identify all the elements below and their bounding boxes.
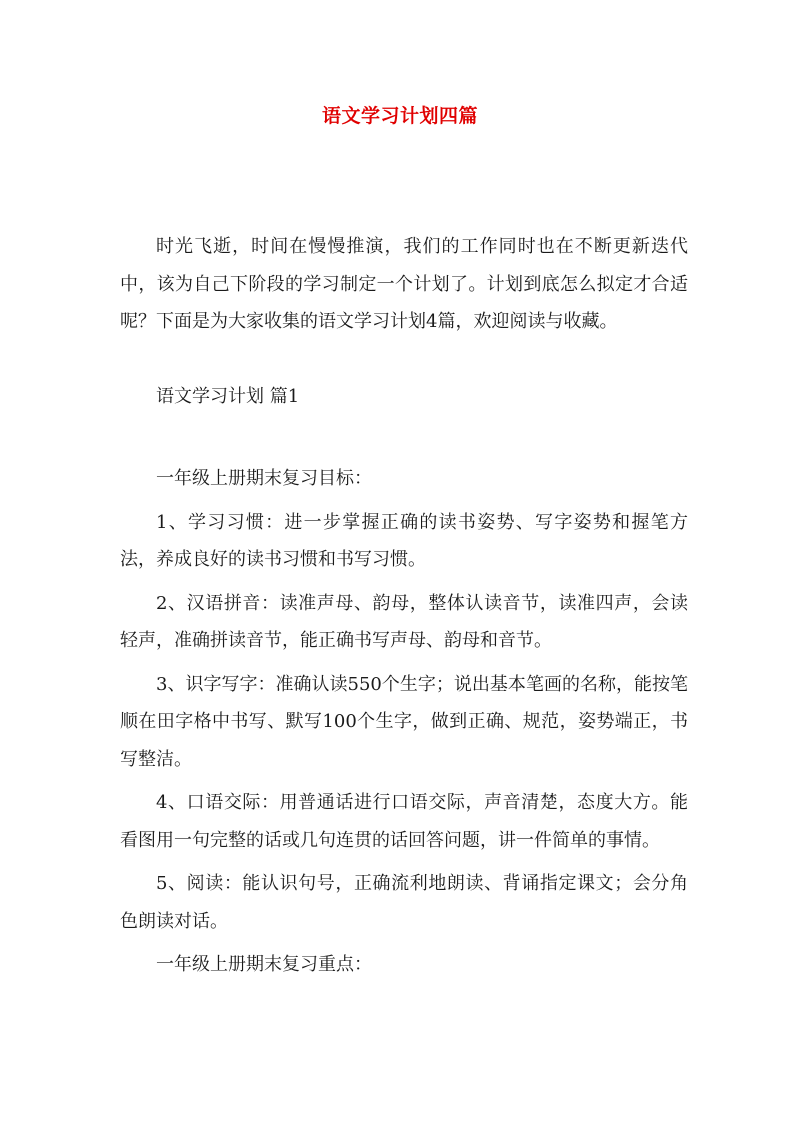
goal-item-pinyin: 2、汉语拼音：读准声母、韵母，整体认读音节，读准四声，会读轻声，准确拼读音节，能正确书写声母、韵母和音节。	[120, 592, 688, 651]
goal-item-speaking: 4、口语交际：用普通话进行口语交际，声音清楚，态度大方。能看图用一句完整的话或几句连贯的话回答问题，讲一件简单的事情。	[120, 792, 688, 851]
review-goals-heading: 一年级上册期末复习目标：	[156, 468, 372, 489]
document-title: 语文学习计划四篇	[321, 105, 478, 127]
goal-item-characters: 3、识字写字：准确认读550个生字；说出基本笔画的名称，能按笔顺在田字格中书写、默写100个生字，做到正确、规范，姿势端正，书写整洁。	[120, 673, 688, 770]
intro-paragraph: 时光飞逝，时间在慢慢推演，我们的工作同时也在不断更新迭代中，该为自己下阶段的学习制定一个计划了。计划到底怎么拟定才合适呢？下面是为大家收集的语文学习计划4篇，欢迎阅读与收藏。	[120, 236, 688, 332]
goal-item-reading: 5、阅读：能认识句号，正确流利地朗读、背诵指定课文；会分角色朗读对话。	[120, 873, 688, 932]
document-body	[120, 228, 688, 984]
section-heading: 语文学习计划 篇1	[156, 385, 300, 407]
goal-item-study-habits: 1、学习习惯：进一步掌握正确的读书姿势、写字姿势和握笔方法，养成良好的读书习惯和书写习惯。	[120, 511, 688, 570]
review-focus-heading: 一年级上册期末复习重点：	[156, 954, 372, 975]
